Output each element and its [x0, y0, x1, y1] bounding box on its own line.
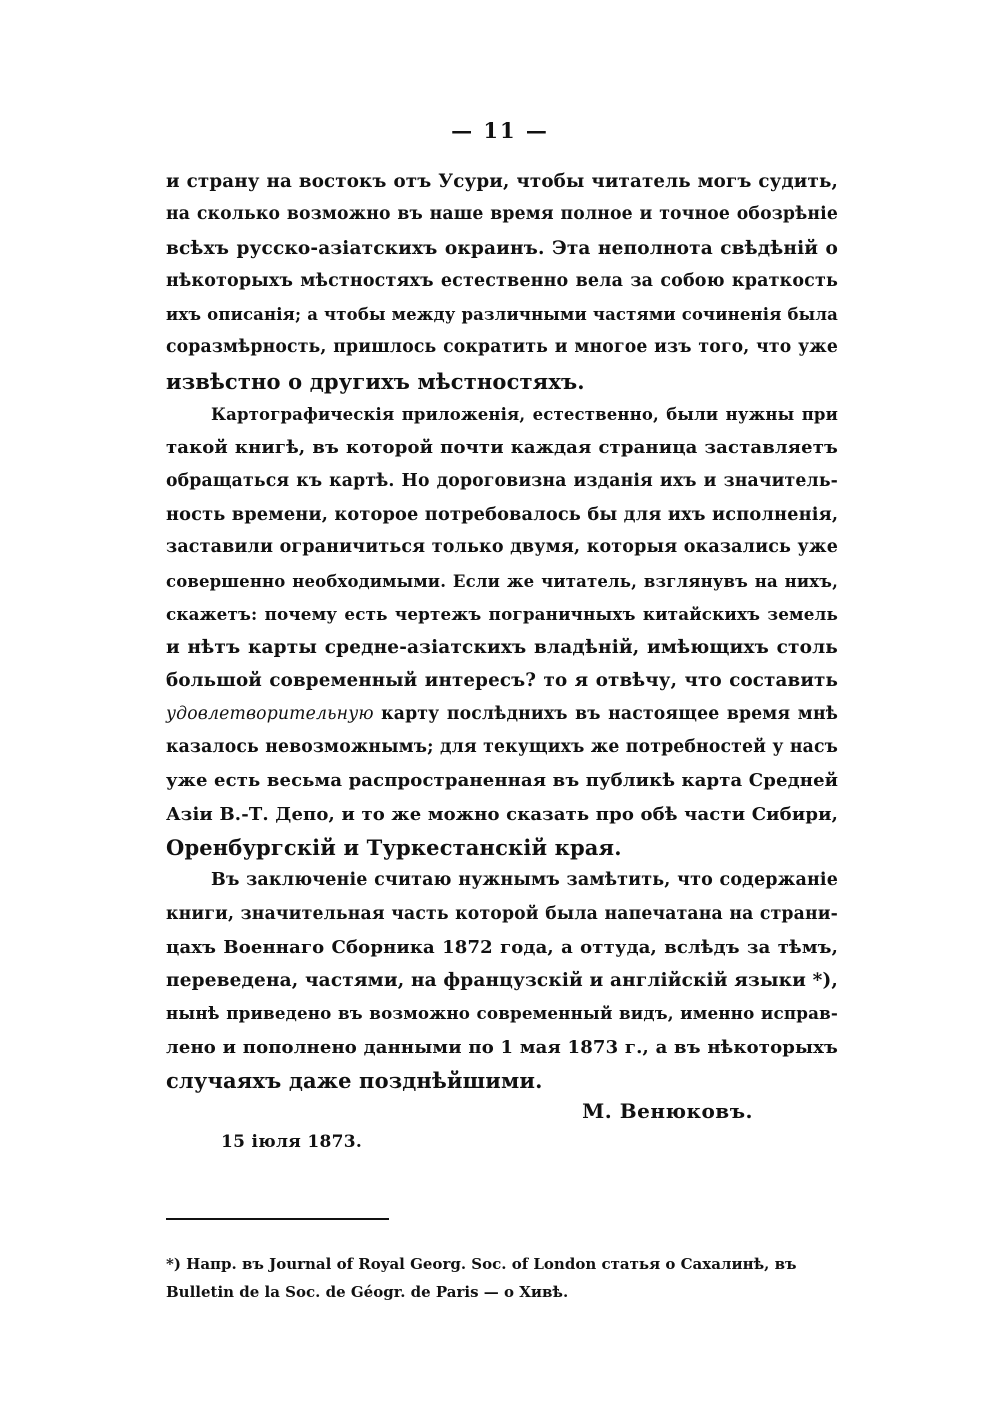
- text-line: ность времени, которое потребовалось бы для ихъ исполненія,: [166, 503, 839, 525]
- text-line: всѣхъ русско-азіатскихъ окраинъ. Эта неполнота свѣдѣній о: [166, 237, 838, 259]
- text-line: Въ заключеніе считаю нужнымъ замѣтить, что содержаніе: [211, 870, 838, 891]
- footnote-line: Bulletin de la Soc. de Géogr. de Paris — о Хивѣ.: [166, 1283, 569, 1301]
- text-line: извѣстно о другихъ мѣстностяхъ.: [166, 368, 585, 394]
- text-line: переведена, частями, на французскій и англійскій языки *),: [166, 970, 838, 992]
- text-line: и страну на востокъ отъ Усури, чтобы читатель могъ судить,: [166, 171, 838, 192]
- text-line: Картографическія приложенія, естественно, были нужны при: [211, 405, 838, 425]
- author-signature: М. Венюковъ.: [582, 1099, 753, 1123]
- text-line-rest: карту послѣднихъ въ настоящее время мнѣ: [373, 703, 838, 724]
- paragraph-3: [166, 864, 838, 1097]
- text-line: Азіи В.-Т. Депо, и то же можно сказать про обѣ части Сибири,: [166, 803, 838, 825]
- footnote: [166, 1250, 838, 1306]
- text-line: лено и пополнено данными по 1 мая 1873 г., а въ нѣкоторыхъ: [166, 1036, 838, 1058]
- text-line: цахъ Военнаго Сборника 1872 года, а оттуда, вслѣдъ за тѣмъ,: [166, 936, 838, 958]
- text-line: большой современный интересъ? то я отвѣчу, что составить: [166, 670, 838, 692]
- text-line: заставили ограничиться только двумя, которыя оказались уже: [166, 537, 838, 558]
- text-line: ихъ описанія; а чтобы между различными частями сочиненія была: [166, 305, 838, 325]
- text-line: нѣкоторыхъ мѣстностяхъ естественно вела за собою краткость: [166, 270, 838, 291]
- text-line: нынѣ приведено въ возможно современный видъ, именно исправ-: [166, 1003, 838, 1024]
- body-text: [166, 165, 838, 1097]
- text-line: уже есть весьма распространенная въ публикѣ карта Средней: [166, 770, 839, 792]
- text-line: и нѣтъ карты средне-азіатскихъ владѣній, имѣющихъ столь: [166, 637, 838, 659]
- text-line: такой книгѣ, въ которой почти каждая страница заставляетъ: [166, 437, 838, 459]
- text-line: Оренбургскій и Туркестанскій края.: [166, 834, 622, 860]
- page-number: — 11 —: [451, 118, 549, 143]
- text-line: на сколько возможно въ наше время полное и точное обозрѣніе: [166, 204, 838, 225]
- text-line: казалось невозможнымъ; для текущихъ же потребностей у насъ: [166, 737, 838, 758]
- text-line: обращаться къ картѣ. Но дороговизна изданія ихъ и значитель-: [166, 470, 838, 491]
- paragraph-1: [166, 165, 838, 398]
- emphasized-word: удовлетворительную: [166, 703, 374, 724]
- text-line: случаяхъ даже позднѣйшими.: [166, 1068, 543, 1094]
- text-line: совершенно необходимыми. Если же читатель, взглянувъ на нихъ,: [166, 571, 838, 591]
- text-line: соразмѣрность, пришлось сократить и многое изъ того, что уже: [166, 337, 838, 358]
- footnote-line: *) Напр. въ Journal of Royal Georg. Soc. of London статья о Сахалинѣ, въ: [166, 1255, 797, 1273]
- text-line-with-emphasis: [166, 698, 838, 731]
- text-line: скажетъ: почему есть чертежъ пограничныхъ китайскихъ земель: [166, 603, 838, 624]
- footnote-divider: [166, 1218, 389, 1220]
- text-line: книги, значительная часть которой была напечатана на страни-: [166, 903, 838, 924]
- paragraph-2: [166, 398, 838, 864]
- date-line: 15 іюля 1873.: [221, 1132, 363, 1152]
